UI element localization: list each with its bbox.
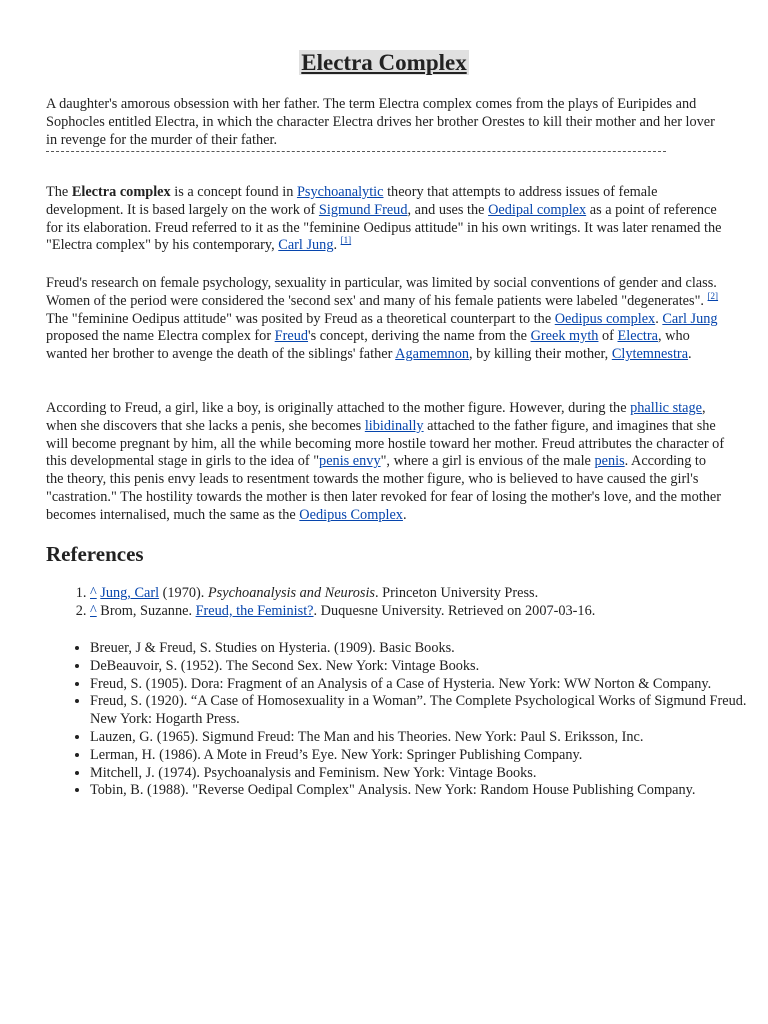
link-libidinally[interactable]: libidinally [364, 417, 424, 434]
bibliography-item: • Lauzen, G. (1965). Sigmund Freud: The Man and his Theories. New York: Paul S. Eriksson, Inc. [90, 729, 750, 747]
link-penis-envy[interactable]: penis envy [319, 453, 381, 470]
footnote-item-1: 1. ^ Jung, Carl (1970). Psychoanalysis and Neurosis. Princeton University Press. [90, 585, 750, 603]
footnote-link-2[interactable]: [2] [707, 290, 719, 301]
bibliography-item: • Breuer, J & Freud, S. Studies on Hysteria. (1909). Basic Books. [90, 640, 750, 658]
footnote-link-1[interactable]: [1] [340, 235, 352, 246]
link-oedipus-complex[interactable]: Oedipus complex [554, 310, 656, 327]
bibliography-list [46, 640, 750, 800]
paragraph-definition: The Electra complex is a concept found in Psychoanalytic theory that attempts to address issues of female development. It is based largely on the work of Sigmund Freud, and uses the Oedipal complex as a point of reference for its elaboration. Freud referred to it as the "feminine Oedipus attitude" in his own writings. It was later renamed the "Electra complex" by his contemporary, Carl Jung. [1] [46, 184, 722, 254]
link-carl-jung-2[interactable]: Carl Jung [662, 310, 718, 327]
page-title: Electra Complex [301, 50, 467, 75]
footnote-item-2: 2. ^ Brom, Suzanne. Freud, the Feminist?. Duquesne University. Retrieved on 2007-03-16. [90, 603, 750, 621]
link-oedipal-complex[interactable]: Oedipal complex [488, 201, 587, 218]
book-title-italic: Psychoanalysis and Neurosis [207, 585, 375, 601]
bibliography-item: • Lerman, H. (1986). A Mote in Freud’s Eye. New York: Springer Publishing Company. [90, 747, 750, 765]
bibliography-item: • DeBeauvoir, S. (1952). The Second Sex. New York: Vintage Books. [90, 658, 750, 676]
link-freud[interactable]: Freud [274, 328, 309, 345]
link-oedipus-complex-2[interactable]: Oedipus Complex [299, 506, 403, 523]
intro-paragraph: A daughter's amorous obsession with her father. The term Electra complex comes from the plays of Euripides and Sophocles entitled Electra, in which the character Electra drives her brother Orestes to kill their mother and her lover in revenge for the murder of their father. [46, 96, 715, 148]
bibliography-item: • Freud, S. (1905). Dora: Fragment of an Analysis of a Case of Hysteria. New York: WW Norton & Company. [90, 676, 750, 694]
bibliography-item: • Mitchell, J. (1974). Psychoanalysis and Feminism. New York: Vintage Books. [90, 765, 750, 783]
backref-caret-1[interactable]: ^ [90, 585, 97, 601]
link-freud-the-feminist[interactable]: Freud, the Feminist? [195, 602, 314, 619]
link-clytemnestra[interactable]: Clytemnestra [611, 346, 689, 363]
link-penis[interactable]: penis [594, 453, 625, 470]
references-heading: References [46, 542, 144, 566]
dashed-divider [46, 151, 666, 152]
link-electra[interactable]: Electra [617, 328, 658, 345]
link-phallic-stage[interactable]: phallic stage [630, 400, 702, 416]
paragraph-theory: According to Freud, a girl, like a boy, is originally attached to the mother figure. However, during the phallic stage, when she discovers that she lacks a penis, she becomes libidinally attached to the father figure, and imagines that she will become pregnant by him, all the while becoming more hostile toward her mother. Freud attributes the character of this developmental stage in girls to the idea of "penis envy", where a girl is envious of the male penis. According to the theory, this penis envy leads to resentment towards the mother figure, who is believed to have caused the girl's "castration." The hostility towards the mother is then later revoked for fear of losing the mother's love, and the mother becomes internalised, much the same as the Oedipus Complex. [46, 400, 725, 523]
footnotes-list [46, 585, 750, 621]
link-agamemnon[interactable]: Agamemnon [395, 346, 470, 363]
bibliography-item: • Tobin, B. (1988). "Reverse Oedipal Complex" Analysis. New York: Random House Publishing Company. [90, 782, 750, 800]
link-carl-jung[interactable]: Carl Jung [278, 237, 334, 254]
link-greek-myth[interactable]: Greek myth [530, 328, 599, 345]
link-sigmund-freud[interactable]: Sigmund Freud [318, 201, 408, 218]
bibliography-item: • Freud, S. (1920). “A Case of Homosexuality in a Woman”. The Complete Psychological Works of Sigmund Freud. New York: Hogarth Press. [90, 693, 750, 729]
link-jung-carl[interactable]: Jung, Carl [100, 585, 160, 601]
link-psychoanalytic[interactable]: Psychoanalytic [296, 184, 384, 200]
paragraph-research: Freud's research on female psychology, sexuality in particular, was limited by social conventions of gender and class. Women of the period were considered the 'second sex' and many of his female patients were labeled "degenerates". [2] The "feminine Oedipus attitude" was posited by Freud as a theoretical counterpart to the Oedipus complex. Carl Jung proposed the name Electra complex for Freud's concept, deriving the name from the Greek myth of Electra, who wanted her brother to avenge the death of the siblings' father Agamemnon, by killing their mother, Clytemnestra. [46, 275, 719, 363]
backref-caret-2[interactable]: ^ [90, 602, 97, 619]
term-bold: Electra complex [71, 184, 171, 200]
